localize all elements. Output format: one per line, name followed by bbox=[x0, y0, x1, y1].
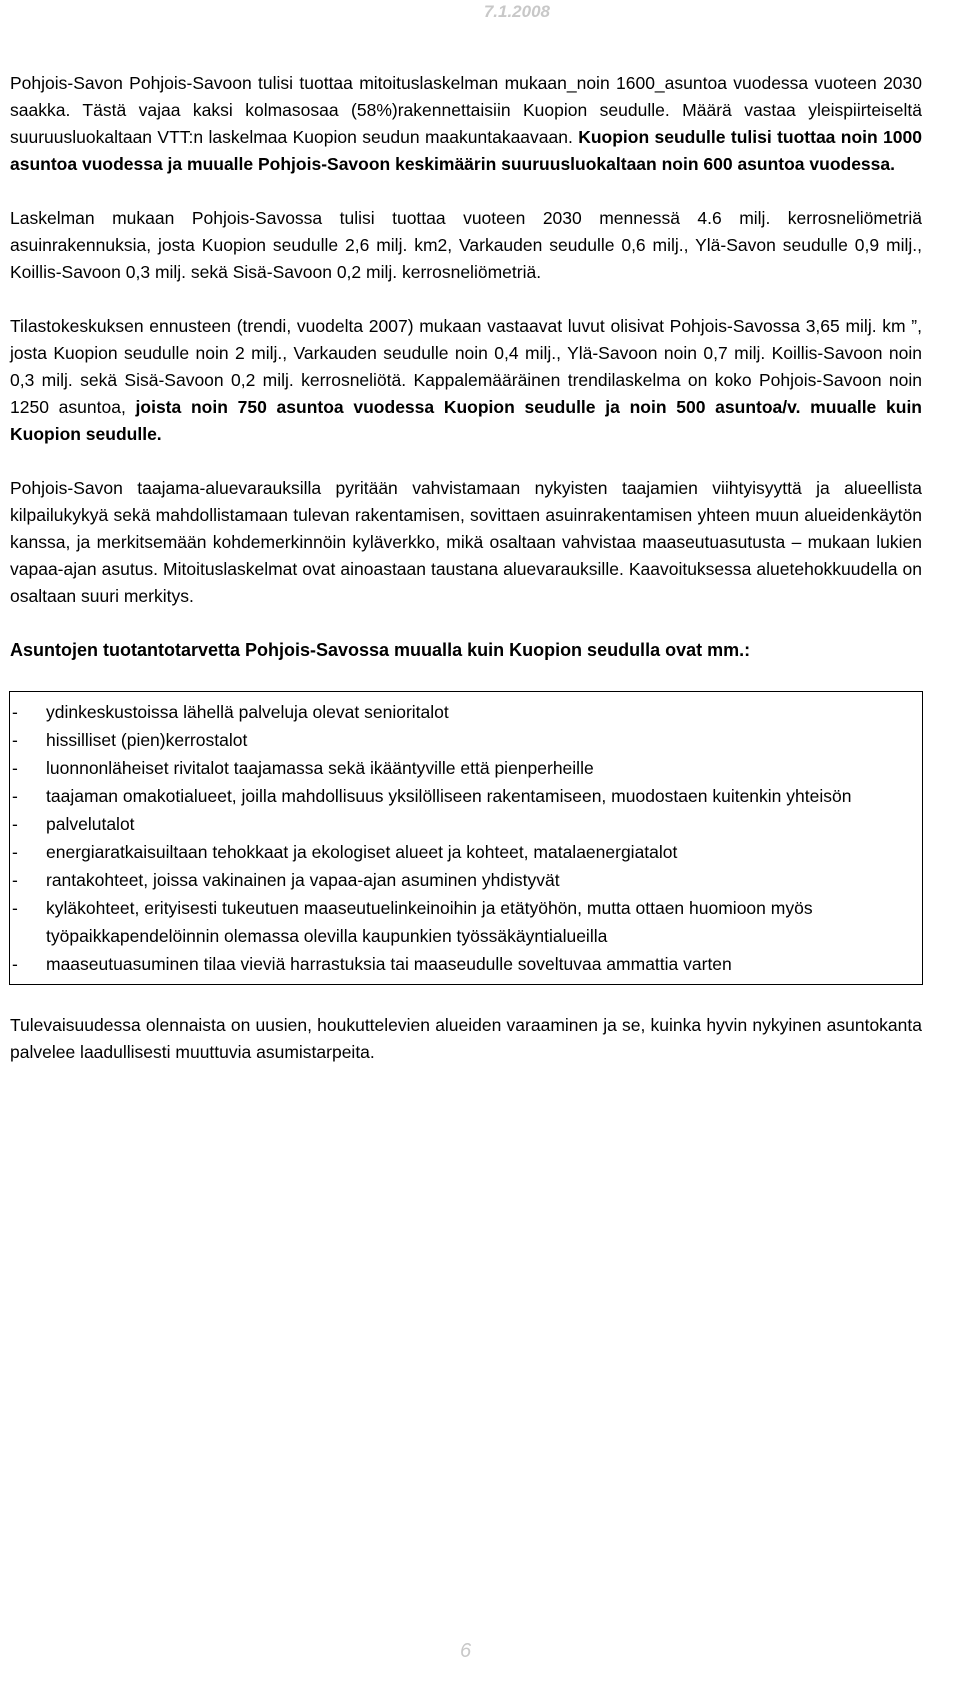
list-item-text: taajaman omakotialueet, joilla mahdollisuus yksilölliseen rakentamiseen, muodostaen kuitenkin yhteisön bbox=[46, 786, 852, 806]
list-dash: - bbox=[12, 842, 18, 862]
list-item-text: energiaratkaisuiltaan tehokkaat ja ekologiset alueet ja kohteet, matalaenergiatalot bbox=[46, 842, 678, 862]
list-dash: - bbox=[12, 730, 18, 750]
document-date: 7.1.2008 bbox=[483, 2, 550, 21]
bold-text: Kuopion seudulle tulisi tuottaa noin 1000 asuntoa vuodessa ja muualle Pohjois-Savoon keskimäärin suuruusluokaltaan noin 600 asuntoa vuodessa. bbox=[10, 127, 922, 174]
list-item-text: kyläkohteet, erityisesti tukeutuen maaseutuelinkeinoihin ja etätyöhön, mutta ottaen huomioon myös työpaikkapendelöinnin olemassa olevilla kaupunkien työssäkäyntialueilla bbox=[46, 898, 813, 946]
list-item bbox=[10, 838, 922, 866]
paragraph-land-use: Pohjois-Savon taajama-aluevarauksilla pyritään vahvistamaan nykyisten taajamien viihtyisyyttä ja alueellista kilpailukykyä sekä mahdollistamaan tulevan rakentamisen, sovittaen asuinrakentamisen yhteen muun alueidenkäytön kanssa, ja merkitsemään kohdemerkinnöin kyläverkko, mikä osaltaan vahvistaa maaseutuasutusta – mukaan lukien vapaa-ajan asutus. Mitoituslaskelmat ovat ainoastaan taustana aluevarauksille. Kaavoituksessa aluetehokkuudella on osaltaan suuri merkitys. bbox=[10, 478, 922, 606]
list-item-text: maaseutuasuminen tilaa vieviä harrastuksia tai maaseudulle soveltuvaa ammattia varten bbox=[46, 954, 732, 974]
list-item-text: ydinkeskustoissa lähellä palveluja olevat senioritalot bbox=[46, 702, 449, 722]
list-dash: - bbox=[12, 758, 18, 778]
list-item bbox=[10, 866, 922, 894]
paragraph-text: Pohjois-Savon Pohjois-Savoon tulisi tuottaa mitoituslaskelman mukaan_noin 1600_asuntoa vuodessa vuoteen 2030 saakka. Tästä vajaa kaksi kolmasosaa (58%)rakennettaisiin Kuopion seudulle. Määrä vastaa yleispiirteiseltä suuruusluokaltaan VTT:n laskelmaa Kuopion seudun maakuntakaavaan. bbox=[10, 73, 922, 147]
document-body bbox=[10, 70, 922, 1093]
list-item bbox=[10, 754, 922, 782]
page-number: 6 bbox=[460, 1640, 472, 1662]
list-item-text: palvelutalot bbox=[46, 814, 135, 834]
list-item bbox=[10, 894, 922, 950]
paragraph-text: Tilastokeskuksen ennusteen (trendi, vuodelta 2007) mukaan vastaavat luvut olisivat Pohjois-Savossa 3,65 milj. km ”, josta Kuopion seudulle noin 2 milj., Varkauden seudulle noin 0,4 milj., Ylä-Savoon noin 0,7 milj. Koillis-Savoon noin 0,3 milj. sekä Sisä-Savoon 0,2 milj. kerrosneliötä. Kappalemääräinen trendilaskelma on koko Pohjois-Savoon noin 1250 asuntoa, bbox=[10, 316, 922, 417]
list-dash: - bbox=[12, 898, 18, 918]
list-item-text: hissilliset (pien)kerrostalot bbox=[46, 730, 248, 750]
list-dash: - bbox=[12, 702, 18, 722]
list-item-text: rantakohteet, joissa vakinainen ja vapaa-ajan asuminen yhdistyvät bbox=[46, 870, 560, 890]
list-item bbox=[10, 950, 922, 978]
bold-text: joista noin 750 asuntoa vuodessa Kuopion seudulle ja noin 500 asuntoa/v. muualle kuin Kuopion seudulle. bbox=[10, 397, 922, 444]
list-dash: - bbox=[12, 786, 18, 806]
list-item-text: luonnonläheiset rivitalot taajamassa sekä ikääntyville että pienperheille bbox=[46, 758, 594, 778]
paragraph-production-estimate bbox=[10, 70, 922, 178]
list-dash: - bbox=[12, 954, 18, 974]
housing-needs-box bbox=[9, 691, 923, 985]
paragraph-statistics-forecast bbox=[10, 313, 922, 448]
paragraph-future: Tulevaisuudessa olennaista on uusien, houkuttelevien alueiden varaaminen ja se, kuinka hyvin nykyinen asuntokanta palvelee laadullisesti muuttuvia asumistarpeita. bbox=[10, 1015, 922, 1062]
list-item bbox=[10, 726, 922, 754]
list-item bbox=[10, 810, 922, 838]
housing-needs-list bbox=[10, 698, 922, 978]
list-dash: - bbox=[12, 870, 18, 890]
list-item bbox=[10, 698, 922, 726]
paragraph-floor-area: Laskelman mukaan Pohjois-Savossa tulisi tuottaa vuoteen 2030 mennessä 4.6 milj. kerrosneliömetriä asuinrakennuksia, josta Kuopion seudulle 2,6 milj. km2, Varkauden seudulle 0,6 milj., Ylä-Savon seudulle 0,9 milj., Koillis-Savoon 0,3 milj. sekä Sisä-Savoon 0,2 milj. kerrosneliömetriä. bbox=[10, 208, 922, 282]
list-item bbox=[10, 782, 922, 810]
list-dash: - bbox=[12, 814, 18, 834]
section-heading: Asuntojen tuotantotarvetta Pohjois-Savossa muualla kuin Kuopion seudulla ovat mm.: bbox=[10, 640, 751, 660]
